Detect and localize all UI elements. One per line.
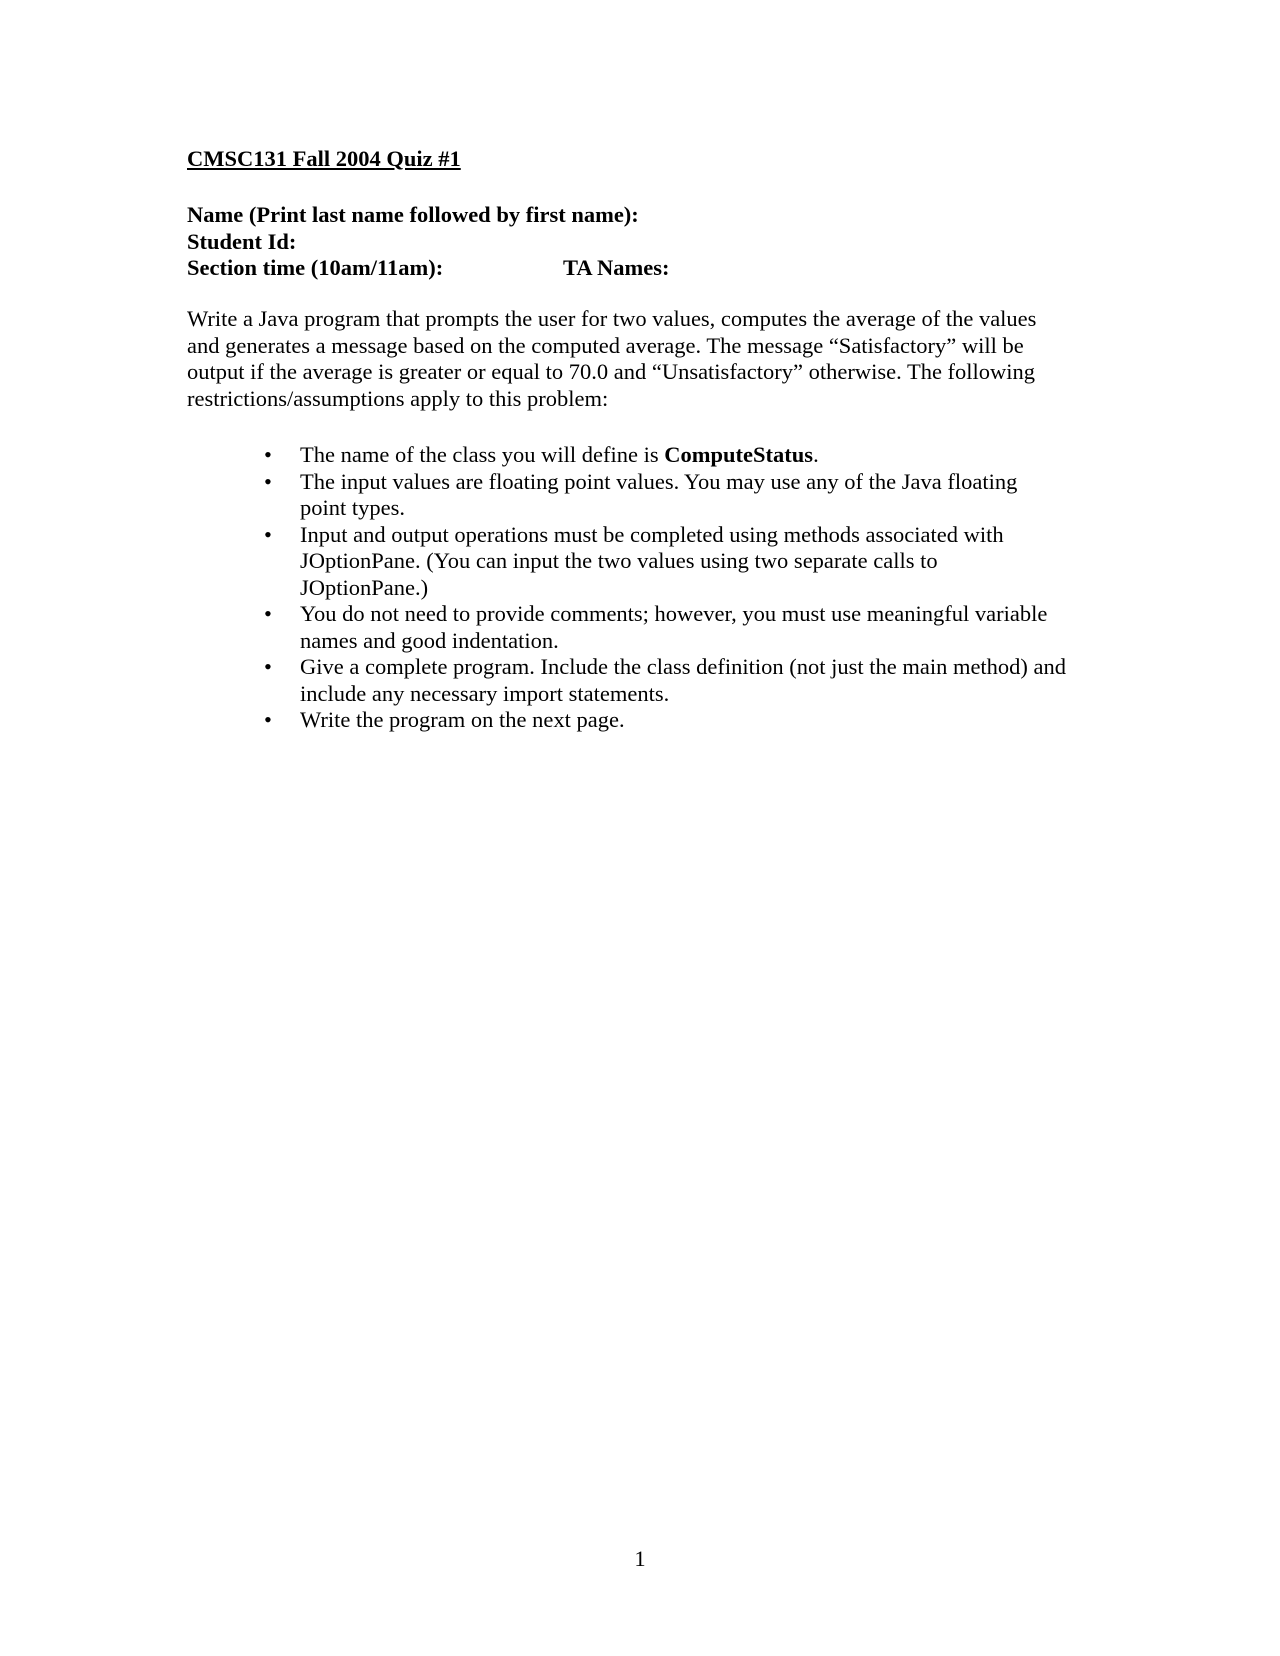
list-item-line: JOptionPane.): [300, 574, 429, 600]
list-item-line: point types.: [300, 495, 405, 520]
bullet-icon: •: [264, 521, 272, 547]
list-item-line: Give a complete program. Include the class definition (not just the main method) and: [300, 654, 1067, 679]
bullet-icon: •: [264, 442, 272, 467]
list-item-prefix: The name of the class you will define is: [300, 442, 665, 467]
bullet-icon: •: [264, 601, 272, 626]
ta-names-field-label: TA Names:: [563, 255, 670, 280]
list-item-line: Input and output operations must be completed using methods associated with: [300, 521, 1004, 547]
list-item-line: The input values are floating point values. You may use any of the Java floating: [300, 468, 1018, 494]
student-id-field-label: Student Id:: [187, 228, 297, 254]
list-item-line: names and good indentation.: [300, 627, 559, 653]
list-item-line: JOptionPane. (You can input the two values using two separate calls to: [300, 548, 938, 573]
list-item-line: Write the program on the next page.: [300, 707, 625, 732]
list-item: [264, 654, 1144, 707]
list-item-text: [300, 442, 1144, 469]
section-time-field-label: Section time (10am/11am):: [187, 255, 444, 280]
list-item: [264, 442, 1144, 469]
page-number: 1: [634, 1546, 646, 1571]
section-ta-line: [187, 255, 1087, 282]
class-name-emphasis: ComputeStatus: [664, 442, 814, 467]
problem-statement-line: output if the average is greater or equal to 70.0 and “Unsatisfactory” otherwise. The following: [187, 359, 1036, 384]
list-item-suffix: .: [813, 442, 819, 467]
problem-statement-line: and generates a message based on the computed average. The message “Satisfactory” will be: [187, 332, 1024, 358]
list-item: [264, 522, 1144, 602]
name-field-label: Name (Print last name followed by first name):: [187, 202, 639, 227]
problem-statement: [187, 306, 1087, 412]
list-item: [264, 707, 1144, 734]
quiz-title: CMSC131 Fall 2004 Quiz #1: [187, 146, 461, 171]
list-item-line: You do not need to provide comments; however, you must use meaningful variable: [300, 601, 1048, 626]
student-info-fields: [187, 202, 1087, 282]
list-item: [264, 601, 1144, 654]
problem-statement-line: restrictions/assumptions apply to this problem:: [187, 385, 609, 411]
bullet-icon: •: [264, 468, 272, 494]
problem-statement-line: Write a Java program that prompts the user for two values, computes the average of the values: [187, 306, 1037, 331]
bullet-icon: •: [264, 707, 272, 732]
list-item: [264, 469, 1144, 522]
list-item-line: include any necessary import statements.: [300, 680, 670, 706]
restrictions-list: [264, 442, 1144, 734]
bullet-icon: •: [264, 654, 272, 679]
